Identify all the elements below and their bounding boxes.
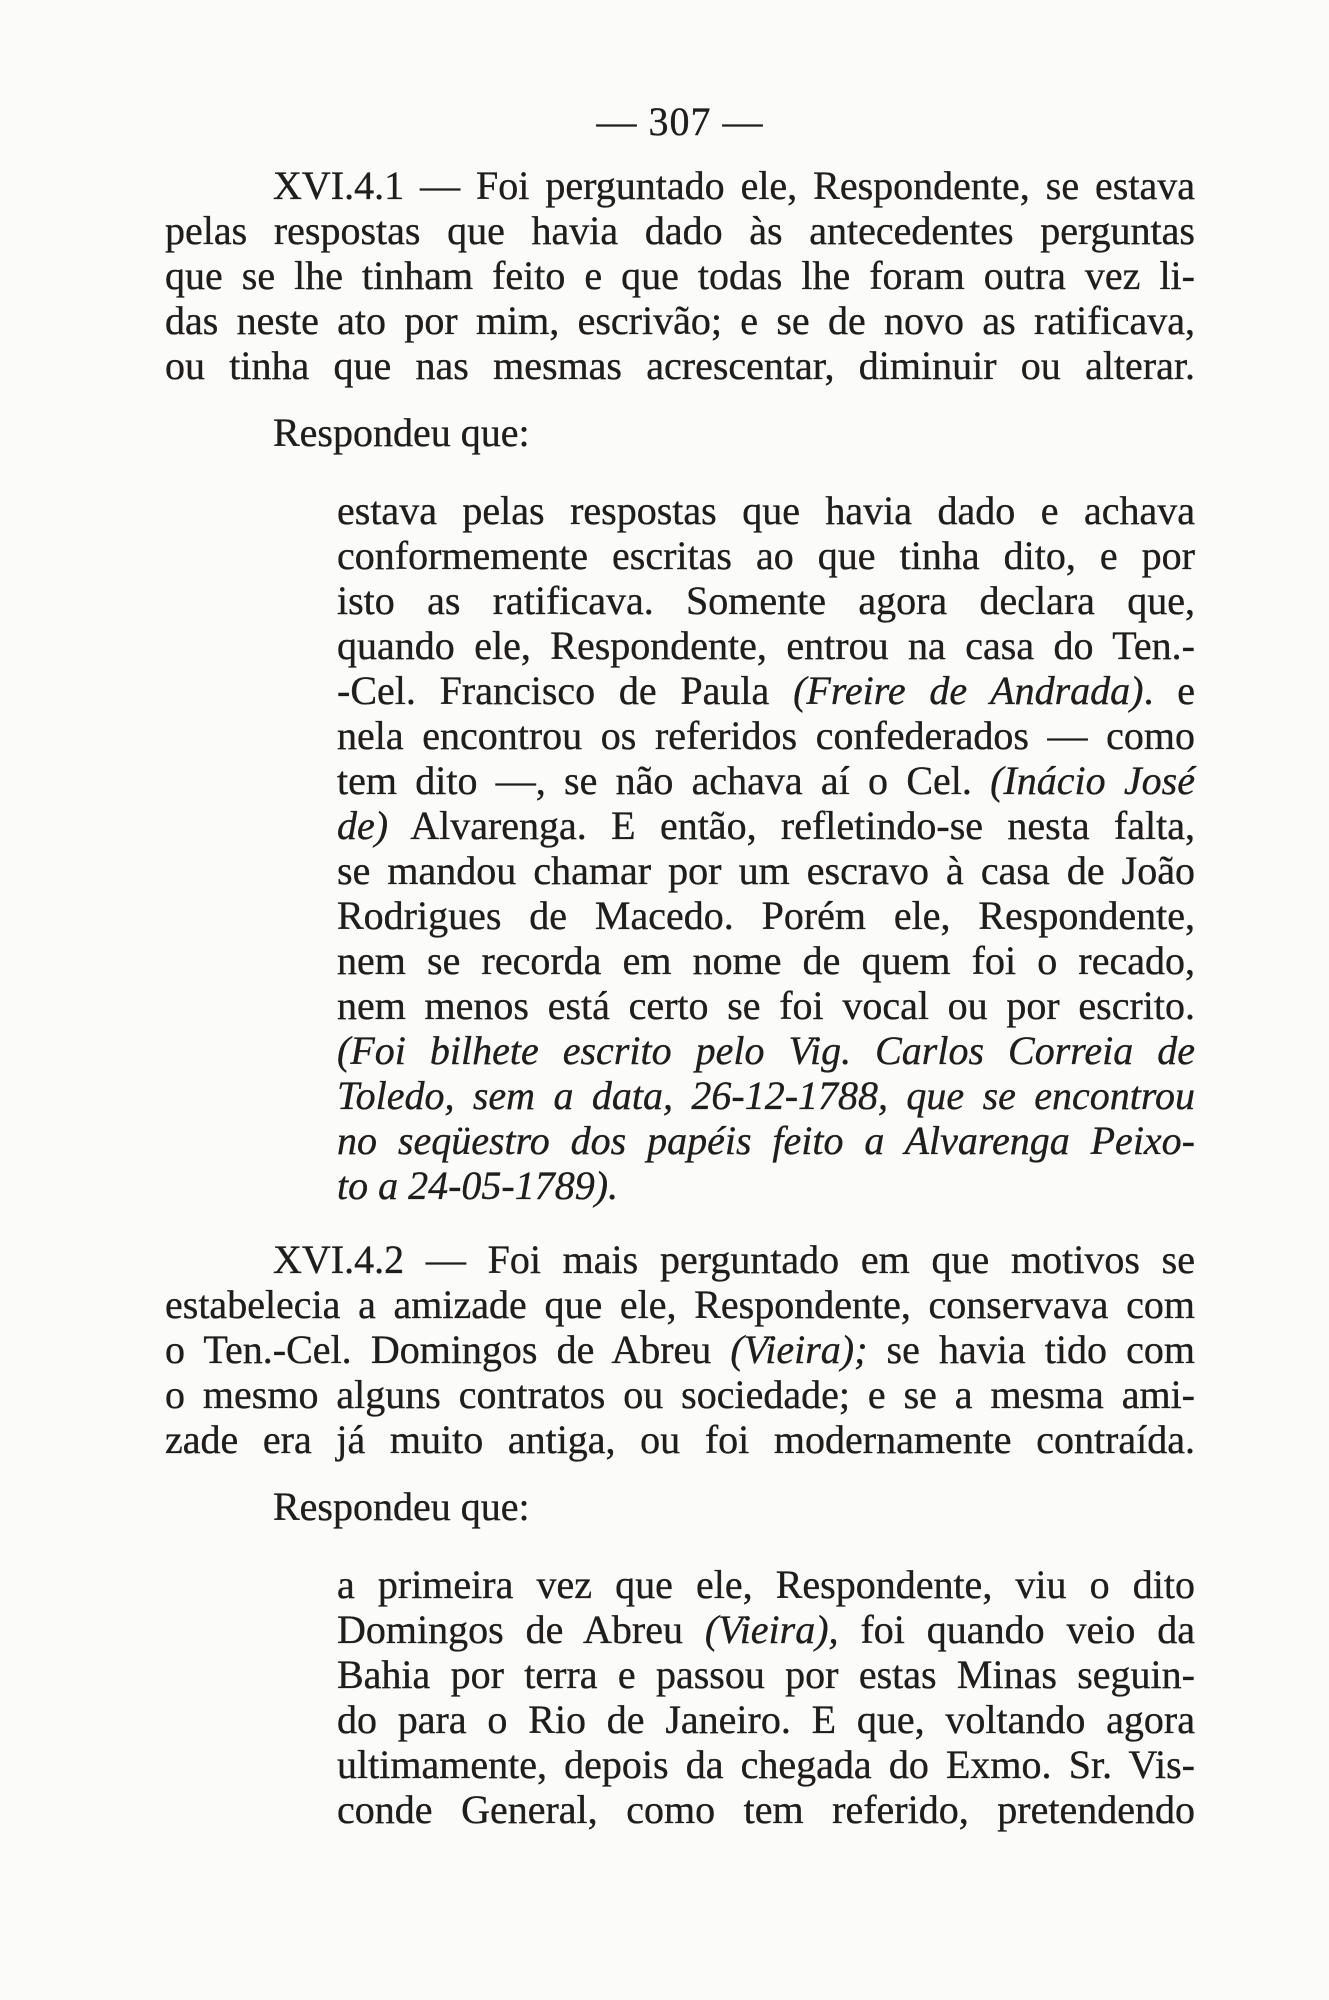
italic-text-segment: Toledo, sem a data, 26-12-1788, que se encontrou <box>337 1073 1195 1118</box>
text-line <box>337 713 1195 758</box>
text-segment: nem se recorda em nome de quem foi o recado, <box>337 938 1195 983</box>
text-line <box>337 893 1195 938</box>
document-body <box>165 163 1195 1832</box>
italic-text-segment: (Foi bilhete escrito pelo Vig. Carlos Correia de <box>337 1028 1195 1073</box>
text-line <box>165 163 1195 208</box>
text-line <box>165 208 1195 253</box>
text-line <box>337 758 1195 803</box>
text-line <box>337 623 1195 668</box>
text-line <box>337 1163 1195 1208</box>
respondeu-label-2: Respondeu que: <box>273 1484 530 1529</box>
text-segment: Bahia por terra e passou por estas Minas seguin- <box>337 1652 1195 1697</box>
text-line <box>337 1652 1195 1697</box>
text-line <box>165 1417 1195 1462</box>
text-line <box>337 803 1195 848</box>
text-segment: . e <box>1143 668 1196 713</box>
text-segment: isto as ratificava. Somente agora declara que, <box>337 578 1195 623</box>
text-line <box>337 983 1195 1028</box>
text-line <box>337 1607 1195 1652</box>
text-segment: pelas respostas que havia dado às antecedentes perguntas <box>165 208 1195 253</box>
italic-text-segment: (Freire de Andrada) <box>793 668 1144 713</box>
text-segment: ultimamente, depois da chegada do Exmo. Sr. Vis- <box>337 1742 1195 1787</box>
text-segment: zade era já muito antiga, ou foi modernamente contraída. <box>165 1417 1195 1462</box>
text-segment: conde General, como tem referido, pretendendo <box>337 1787 1195 1832</box>
text-line <box>337 848 1195 893</box>
text-line <box>165 1282 1195 1327</box>
answer-xvi-4-2 <box>337 1562 1195 1832</box>
text-line <box>165 298 1195 343</box>
italic-text-segment: (Vieira); <box>730 1327 868 1372</box>
italic-text-segment: (Vieira), <box>704 1607 839 1652</box>
text-line <box>337 1697 1195 1742</box>
text-line <box>337 1028 1195 1073</box>
text-segment: quando ele, Respondente, entrou na casa do Ten.- <box>337 623 1195 668</box>
text-line <box>337 1562 1195 1607</box>
text-line <box>337 1742 1195 1787</box>
text-line <box>337 578 1195 623</box>
text-segment: se havia tido com <box>867 1327 1195 1372</box>
text-segment: ou tinha que nas mesmas acrescentar, diminuir ou alterar. <box>165 343 1195 388</box>
text-line <box>165 1372 1195 1417</box>
text-segment: Domingos de Abreu <box>337 1607 705 1652</box>
text-segment: se mandou chamar por um escravo à casa de João <box>337 848 1195 893</box>
text-segment: Rodrigues de Macedo. Porém ele, Respondente, <box>337 893 1195 938</box>
text-line <box>337 533 1195 578</box>
text-line <box>337 938 1195 983</box>
question-xvi-4-2 <box>165 1237 1195 1462</box>
text-line <box>165 1237 1195 1282</box>
answer-xvi-4-1 <box>337 488 1195 1208</box>
text-segment: que se lhe tinham feito e que todas lhe foram outra vez li- <box>165 253 1195 298</box>
text-segment: conformemente escritas ao que tinha dito, e por <box>337 533 1195 578</box>
text-segment: das neste ato por mim, escrivão; e se de novo as ratificava, <box>165 298 1195 343</box>
text-segment: o mesmo alguns contratos ou sociedade; e se a mesma ami- <box>165 1372 1195 1417</box>
text-segment: a primeira vez que ele, Respondente, viu o dito <box>337 1562 1195 1607</box>
text-segment: XVI.4.1 — Foi perguntado ele, Respondente, se estava <box>273 163 1195 208</box>
italic-text-segment: de) <box>337 803 389 848</box>
text-segment: -Cel. Francisco de Paula <box>337 668 794 713</box>
text-segment: tem dito —, se não achava aí o Cel. <box>337 758 991 803</box>
question-xvi-4-1 <box>165 163 1195 388</box>
text-segment: Alvarenga. E então, refletindo-se nesta falta, <box>388 803 1195 848</box>
text-line <box>337 1073 1195 1118</box>
text-line <box>165 253 1195 298</box>
text-segment: do para o Rio de Janeiro. E que, voltando agora <box>337 1697 1195 1742</box>
text-segment: foi quando veio da <box>838 1607 1195 1652</box>
italic-text-segment: to a 24-05-1789). <box>337 1163 619 1208</box>
text-segment: nem menos está certo se foi vocal ou por escrito. <box>337 983 1195 1028</box>
italic-text-segment: no seqüestro dos papéis feito a Alvarenga Peixo- <box>337 1118 1195 1163</box>
text-line <box>337 488 1195 533</box>
text-segment: estava pelas respostas que havia dado e achava <box>337 488 1195 533</box>
text-line <box>337 668 1195 713</box>
page-number: — 307 — <box>596 99 764 144</box>
text-line <box>337 1118 1195 1163</box>
text-line <box>165 343 1195 388</box>
text-segment: nela encontrou os referidos confederados — como <box>337 713 1195 758</box>
text-segment: estabelecia a amizade que ele, Respondente, conservava com <box>165 1282 1195 1327</box>
text-line <box>337 1787 1195 1832</box>
text-segment: XVI.4.2 — Foi mais perguntado em que motivos se <box>273 1237 1195 1282</box>
text-segment: o Ten.-Cel. Domingos de Abreu <box>165 1327 731 1372</box>
italic-text-segment: (Inácio José <box>990 758 1195 803</box>
text-line <box>165 1327 1195 1372</box>
respondeu-label-1: Respondeu que: <box>273 410 530 455</box>
